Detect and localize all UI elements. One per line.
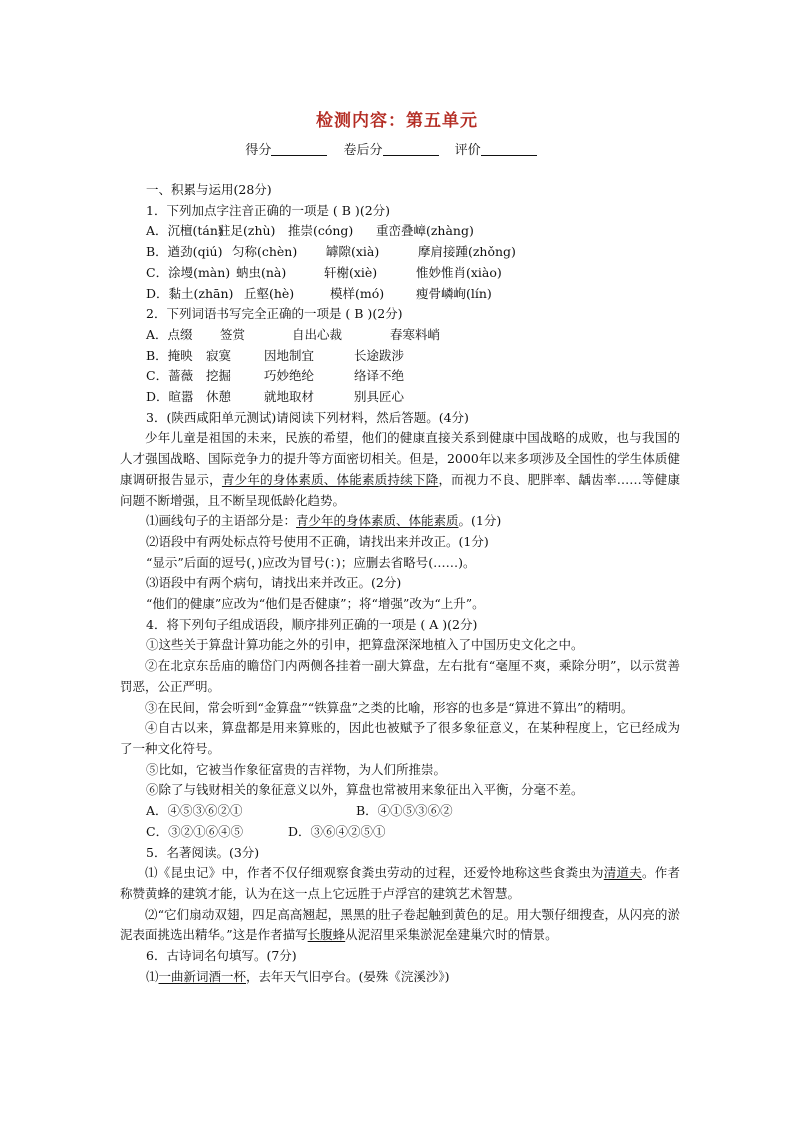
q5-part1-answer: 清道夫 <box>603 865 642 881</box>
q6-line1-answer: 一曲新词酒一杯 <box>158 968 247 984</box>
q2-c-3: 巧妙绝纶 <box>263 368 314 384</box>
eval-label: 评价 <box>454 143 481 158</box>
q1-a-1: A．沉檀(tán) <box>146 223 223 239</box>
q3-stem: 3．(陕西咸阳单元测试)请阅读下列材料，然后答题。(4分) <box>146 409 469 425</box>
q4-sentence-4: ④自古以来，算盘都是用来算账的，因此也被赋予了很多象征意义，在某种程度上，它已经成为了一种文化符号。 <box>120 720 680 756</box>
q1-b-4: 摩肩接踵(zhǒng) <box>417 244 516 260</box>
q4-option-a: A．④⑤③⑥②① <box>146 803 243 819</box>
q1-d-4: 瘦骨嶙峋(lín) <box>415 285 492 301</box>
q4-option-c: C．③②①⑥④⑤ <box>146 823 244 839</box>
page-title: 检测内容：第五单元 <box>316 111 478 131</box>
q5-part1-a: ⑴《昆虫记》中，作者不仅仔细观察食粪虫劳动的过程，还爱怜地称这些食粪虫为 <box>145 865 604 881</box>
q3-passage-a: 少年儿童是祖国的未来，民族的希望，他们的健康直接关系到健康中国战略的成败，也与我国的人才强国战略、国际竞争力的提升等方面密切相关。但是，2000年以来多项涉及全国性的学生体质健康调研报告显示， <box>120 430 680 487</box>
q3-sub1-answer: 青少年的身体素质、体能素质 <box>296 513 459 529</box>
q4-stem: 4．将下列句子组成语段，顺序排列正确的一项是 ( A )(2分) <box>146 616 478 632</box>
q4-options-ab <box>120 801 680 822</box>
q2-a-3: 自出心裁 <box>291 326 342 342</box>
q2-option-a <box>120 325 680 346</box>
q4-sentence-5: ⑤比如，它被当作象征富贵的吉祥物，为人们所推崇。 <box>146 761 447 777</box>
exam-content <box>120 180 680 987</box>
q1-option-b <box>120 242 680 263</box>
eval-blank[interactable] <box>481 143 537 156</box>
q3-sub1-prompt: ⑴画线句子的主语部分是： <box>146 513 297 529</box>
q1-d-3: 模样(mó) <box>329 285 385 301</box>
q3-underlined-sentence: 青少年的身体素质、体能素质持续下降 <box>221 471 439 487</box>
q1-d-1: D．黏土(zhān) <box>146 285 234 301</box>
q2-stem: 2．下列词语书写完全正确的一项是 ( B )(2分) <box>146 306 403 322</box>
q6-stem: 6．古诗词名句填写。(7分) <box>146 948 297 964</box>
q2-d-1: D．暄嚣 <box>146 389 194 405</box>
q2-a-1: A．点缀 <box>146 326 193 342</box>
q4-sentence-6: ⑥除了与钱财相关的象征意义以外，算盘也常被用来象征出入平衡，分毫不差。 <box>146 782 584 798</box>
q5-part1-b: 。作者称赞黄蜂的建筑才能，认为在这一点上它远胜于卢浮宫的建筑艺术智慧。 <box>120 865 680 901</box>
q1-b-3: 罅隙(xià) <box>325 244 380 260</box>
q2-c-2: 挖掘 <box>205 368 231 384</box>
q3-sub3-answer: “他们的健康”应改为“他们是否健康”；将“增强”改为“上升”。 <box>146 596 485 612</box>
q3-sub3: ⑶语段中有两个病句，请找出来并改正。(2分) <box>146 575 402 591</box>
q4-options-cd <box>120 822 680 843</box>
q2-b-3: 因地制宜 <box>263 347 314 363</box>
q1-b-1: B．遒劲(qiú) <box>146 244 223 260</box>
q5-part2-b: 从泥沼里采集淤泥垒建巢穴时的情景。 <box>345 927 558 943</box>
q1-b-2: 匀称(chèn) <box>231 244 298 260</box>
q3-passage <box>120 428 680 511</box>
score-line <box>0 139 794 158</box>
after-score-label: 卷后分 <box>343 143 383 158</box>
q2-d-4: 别具匠心 <box>353 389 404 405</box>
q5-stem: 5．名著阅读。(3分) <box>146 844 260 860</box>
q2-a-4: 春寒料峭 <box>389 326 440 342</box>
q1-c-4: 惟妙惟肖(xiào) <box>415 264 502 280</box>
q1-a-4: 重峦叠嶂(zhàng) <box>375 223 474 239</box>
section-heading: 一、积累与运用(28分) <box>146 182 272 197</box>
q1-c-2: 蚋虫(nà) <box>235 264 287 280</box>
q6-line1-rest: ，去年天气旧亭台。(晏殊《浣溪沙》) <box>246 968 450 984</box>
q1-c-3: 轩榭(xiè) <box>323 264 378 280</box>
q1-option-c <box>120 263 680 284</box>
q1-d-2: 丘壑(hè) <box>243 285 295 301</box>
q1-option-a <box>120 221 680 242</box>
q2-b-4: 长途跋涉 <box>353 347 404 363</box>
score-label: 得分 <box>245 143 272 158</box>
q4-option-d: D．③⑥④②⑤① <box>287 823 386 839</box>
q4-sentence-1: ①这些关于算盘计算功能之外的引申，把算盘深深地植入了中国历史文化之中。 <box>146 637 584 653</box>
score-blank[interactable] <box>271 143 327 156</box>
q1-a-2: 驻足(zhù) <box>217 223 276 239</box>
q3-sub2-answer: “显示”后面的逗号(，)应改为冒号(：)；应删去省略号(……)。 <box>146 554 476 570</box>
q2-option-d <box>120 387 680 408</box>
q3-sub2: ⑵语段中有两处标点符号使用不正确，请找出来并改正。(1分) <box>146 533 489 549</box>
q2-a-2: 签赏 <box>219 326 245 342</box>
q4-sentence-3: ③在民间，常会听到“金算盘”“铁算盘”之类的比喻，形容的也多是“算进不算出”的精明。 <box>145 699 634 715</box>
q4-sentence-2: ②在北京东岳庙的瞻岱门内两侧各挂着一副大算盘，左右批有“毫厘不爽，乘除分明”，以示赏善罚恶，公正严明。 <box>120 658 680 694</box>
q2-b-2: 寂寞 <box>205 347 231 363</box>
q2-option-c <box>120 366 680 387</box>
q2-b-1: B．掩映 <box>146 347 193 363</box>
q6-line1-num: ⑴ <box>146 968 159 984</box>
q5-part2-answer: 长腹蜂 <box>307 927 346 943</box>
q1-stem: 1．下列加点字注音正确的一项是 ( B )(2分) <box>146 202 391 218</box>
q1-a-3: 推崇(cóng) <box>287 223 354 239</box>
q6-line1 <box>120 967 680 988</box>
q3-sub1 <box>120 511 680 532</box>
q2-d-2: 休憩 <box>205 389 231 405</box>
q5-part2-a: ⑵“它们扇动双翅，四足高高翘起，黑黑的肚子卷起触到黄色的足。用大颚仔细搜查，从闪亮的淤泥表面挑选出精华。”这是作者描写 <box>120 906 680 943</box>
q5-part2 <box>120 905 680 946</box>
q5-part1 <box>120 863 680 904</box>
after-score-blank[interactable] <box>383 143 439 156</box>
q2-d-3: 就地取材 <box>263 389 314 405</box>
q2-option-b <box>120 346 680 367</box>
q3-passage-b: ，而视力不良、肥胖率、龋齿率……等健康问题不断增强，且不断呈现低龄化趋势。 <box>120 471 680 508</box>
q3-sub1-points: 。(1分) <box>458 513 502 529</box>
q1-option-d <box>120 284 680 305</box>
q1-c-1: C．涂墁(màn) <box>146 264 231 280</box>
q2-c-4: 络译不绝 <box>353 368 404 384</box>
q2-c-1: C．蔷薇 <box>146 368 194 384</box>
q4-option-b: B．④①⑤③⑥② <box>355 803 453 819</box>
